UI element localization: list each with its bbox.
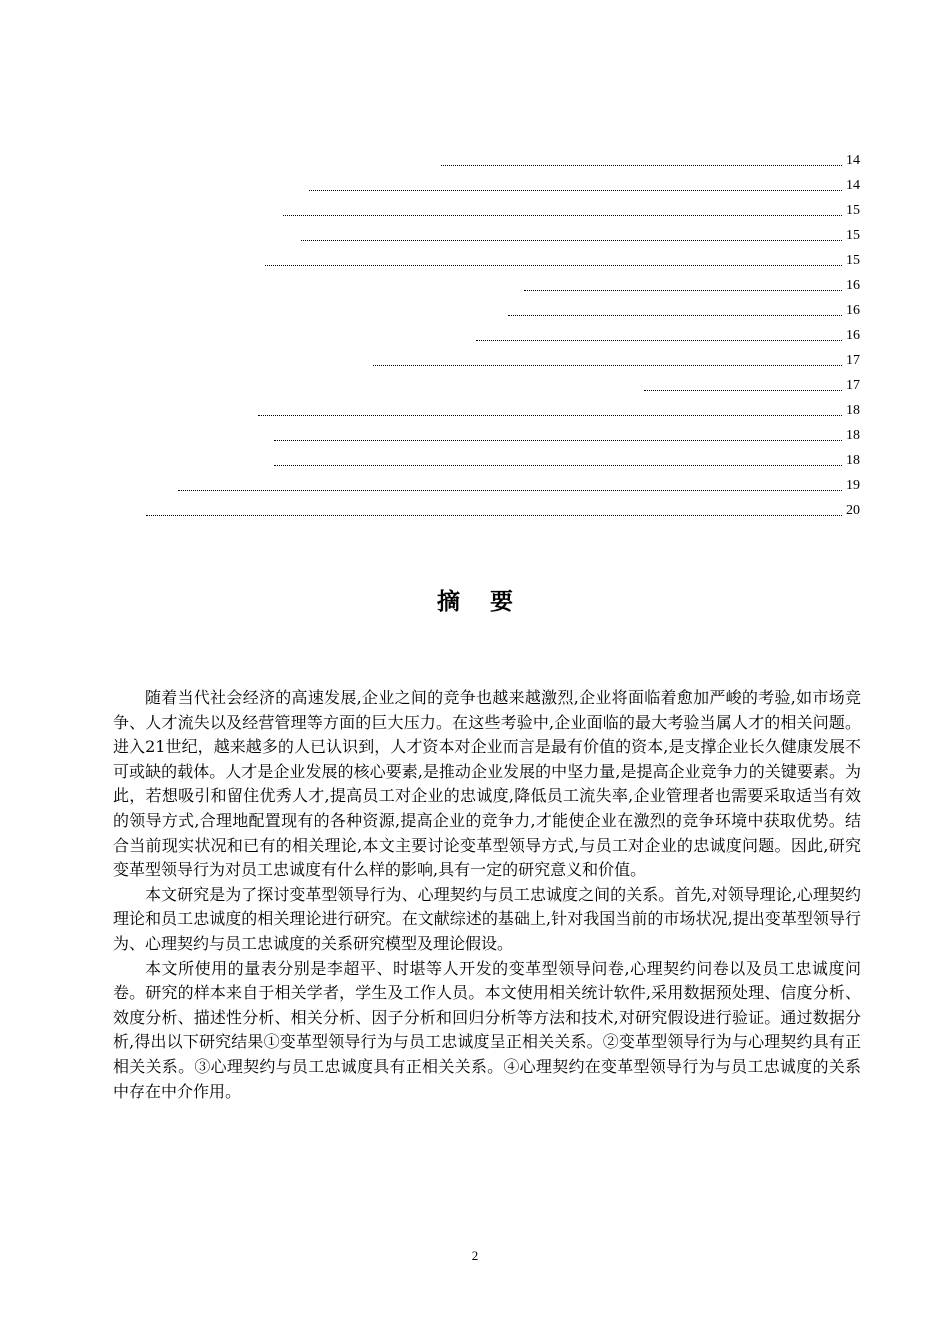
toc-leader [309, 189, 842, 191]
toc-page-number: 18 [846, 428, 860, 443]
toc-entry[interactable] [524, 275, 860, 295]
toc-page-number: 16 [846, 303, 860, 318]
toc-entry[interactable] [476, 325, 860, 345]
toc-page-number: 16 [846, 278, 860, 293]
toc-entry[interactable] [258, 400, 860, 420]
toc-entry[interactable] [274, 450, 860, 470]
abstract-body [113, 686, 861, 1104]
toc-entry[interactable] [373, 350, 860, 370]
toc-leader [146, 514, 842, 516]
toc-page-number: 17 [846, 378, 860, 393]
toc-page-number: 14 [846, 153, 860, 168]
toc-entry[interactable] [265, 250, 860, 270]
toc-page-number: 14 [846, 178, 860, 193]
toc-leader [274, 464, 842, 466]
toc-entry[interactable] [441, 150, 860, 170]
abstract-paragraph: 本文所使用的量表分别是李超平、时堪等人开发的变革型领导问卷,心理契约问卷以及员工忠诚度问卷。研究的样本来自于相关学者，学生及工作人员。本文使用相关统计软件,采用数据预处理、信度分析、效度分析、描述性分析、相关分析、因子分析和回归分析等方法和技术,对研究假设进行验证。通过数据分析,得出以下研究结果①变革型领导行为与员工忠诚度呈正相关关系。②变革型领导行为与心理契约具有正相关关系。③心理契约与员工忠诚度具有正相关关系。④心理契约在变革型领导行为与员工忠诚度的关系中存在中介作用。 [113, 958, 861, 1101]
toc-leader [441, 164, 842, 166]
toc-leader [283, 214, 842, 216]
toc-entry[interactable] [309, 175, 860, 195]
toc-leader [524, 289, 842, 291]
toc-entry[interactable] [301, 225, 860, 245]
toc-page-number: 15 [846, 203, 860, 218]
toc-leader [301, 239, 842, 241]
toc-leader [373, 364, 842, 366]
toc-leader [178, 489, 842, 491]
toc-entry[interactable] [146, 500, 860, 520]
abstract-paragraph: 随着当代社会经济的高速发展,企业之间的竞争也越来越激烈,企业将面临着愈加严峻的考验,如市场竞争、人才流失以及经营管理等方面的巨大压力。在这些考验中,企业面临的最大考验当属人才的相关问题。进入21世纪，越来越多的人已认识到，人才资本对企业而言是最有价值的资本,是支撑企业长久健康发展不可或缺的载体。人才是企业发展的核心要素,是推动企业发展的中坚力量,是提高企业竞争力的关键要素。为此，若想吸引和留住优秀人才,提高员工对企业的忠诚度,降低员工流失率,企业管理者也需要采取适当有效的领导方式,合理地配置现有的各种资源,提高企业的竞争力,才能使企业在激烈的竞争环境中获取优势。结合当前现实状况和已有的相关理论,本文主要讨论变革型领导方式,与员工对企业的忠诚度问题。因此,研究变革型领导行为对员工忠诚度有什么样的影响,具有一定的研究意义和价值。 [113, 688, 861, 880]
abstract-paragraph: 本文研究是为了探讨变革型领导行为、心理契约与员工忠诚度之间的关系。首先,对领导理论,心理契约理论和员工忠诚度的相关理论进行研究。在文献综述的基础上,针对我国当前的市场状况,提出变革型领导行为、心理契约与员工忠诚度的关系研究模型及理论假设。 [113, 884, 861, 953]
toc-page-number: 15 [846, 228, 860, 243]
toc-page-number: 19 [846, 478, 860, 493]
toc-leader [644, 389, 842, 391]
toc-entry[interactable] [644, 375, 860, 395]
toc-leader [508, 314, 842, 316]
toc-page-number: 17 [846, 353, 860, 368]
toc-leader [258, 414, 842, 416]
toc-entry[interactable] [178, 475, 860, 495]
toc-page-number: 18 [846, 453, 860, 468]
abstract-title: 摘要 [437, 589, 543, 615]
page-number: 2 [471, 1248, 479, 1263]
toc-entry[interactable] [274, 425, 860, 445]
toc-leader [265, 264, 842, 266]
toc-entry[interactable] [508, 300, 860, 320]
toc-page-number: 20 [846, 503, 860, 518]
toc-page-number: 15 [846, 253, 860, 268]
toc-leader [274, 439, 842, 441]
toc-page-number: 18 [846, 403, 860, 418]
toc-leader [476, 339, 842, 341]
toc-page-number: 16 [846, 328, 860, 343]
toc-entry[interactable] [283, 200, 860, 220]
